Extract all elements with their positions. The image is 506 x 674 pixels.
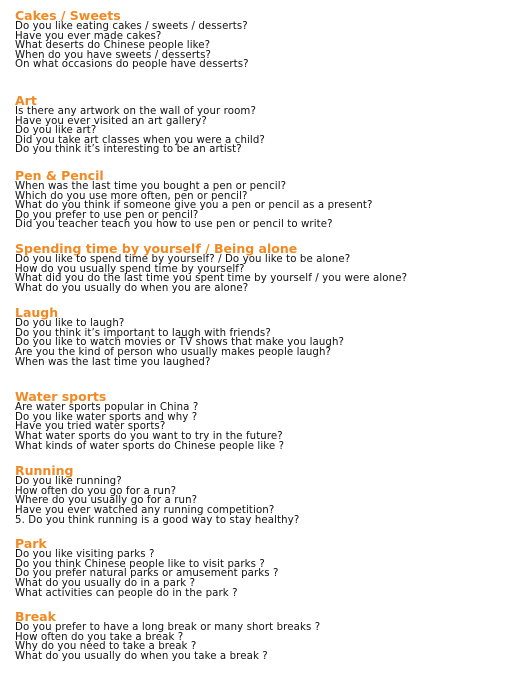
question-item: How often do you go for a run?	[15, 485, 177, 497]
question-item: What activities can people do in the park ?	[15, 587, 238, 599]
section-heading: Pen & Pencil	[15, 167, 104, 183]
question-item: When was the last time you laughed?	[15, 356, 211, 368]
section-break	[15, 610, 500, 661]
question-list	[15, 403, 500, 451]
question-item: Do you like to watch movies or TV shows that make you laugh?	[15, 337, 345, 349]
question-item: Have you ever made cakes?	[15, 30, 162, 42]
question-item: Do you like to spend time by yourself? / Do you like to be alone?	[15, 253, 351, 265]
question-item: How often do you take a break ?	[15, 631, 184, 643]
question-item: What do you usually do when you take a break ?	[15, 650, 268, 662]
question-item: How do you usually spend time by yourself?	[15, 263, 245, 275]
question-item: Do you like water sports and why ?	[15, 411, 198, 423]
question-item: Did you take art classes when you were a child?	[15, 134, 265, 146]
question-item: 5. Do you think running is a good way to stay healthy?	[15, 514, 300, 526]
section-heading: Cakes / Sweets	[15, 8, 121, 23]
question-item: Do you think it’s important to laugh with friends?	[15, 327, 271, 339]
question-item: Do you think it’s interesting to be an artist?	[15, 144, 242, 156]
question-item: Do you like visiting parks ?	[15, 549, 155, 561]
question-item: What kinds of water sports do Chinese people like ?	[15, 440, 285, 452]
question-item: Do you like eating cakes / sweets / desserts?	[15, 21, 248, 32]
question-item: Do you like to laugh?	[15, 318, 125, 330]
question-item: Do you prefer natural parks or amusement parks ?	[15, 568, 279, 580]
question-item: What do you think if someone give you a pen or pencil as a present?	[15, 200, 373, 212]
question-document	[15, 9, 500, 662]
section-heading: Spending time by yourself / Being alone	[15, 240, 298, 256]
question-list	[15, 623, 500, 661]
question-item: Have you ever watched any running competition?	[15, 505, 275, 516]
section-heading: Running	[15, 463, 74, 479]
section-park	[15, 537, 500, 598]
section-running	[15, 464, 500, 525]
section-cakes-sweets	[15, 9, 500, 70]
question-item: Why do you need to take a break ?	[15, 641, 197, 653]
question-item: Do you prefer to use pen or pencil?	[15, 209, 199, 221]
question-list	[15, 22, 500, 70]
question-item: Have you ever visited an art gallery?	[15, 115, 207, 127]
question-list	[15, 319, 500, 367]
question-item: Which do you use more often, pen or pencil?	[15, 190, 248, 202]
section-water-sports	[15, 390, 500, 451]
question-item: What do you usually do in a park ?	[15, 577, 196, 589]
section-heading: Water sports	[15, 389, 107, 405]
question-item: When was the last time you bought a pen or pencil?	[15, 180, 287, 192]
section-heading: Break	[15, 609, 56, 625]
section-laugh	[15, 306, 500, 367]
question-item: What water sports do you want to try in the future?	[15, 431, 283, 443]
question-list	[15, 182, 500, 230]
section-spending-time-alone	[15, 242, 500, 293]
question-item: Did you teacher teach you how to use pen or pencil to write?	[15, 219, 333, 231]
question-item: Do you think Chinese people like to visit parks ?	[15, 558, 265, 570]
section-pen-pencil	[15, 169, 500, 230]
question-item: Is there any artwork on the wall of your room?	[15, 105, 256, 117]
section-art	[15, 94, 500, 155]
question-list	[15, 255, 500, 293]
question-list	[15, 107, 500, 155]
section-heading: Art	[15, 92, 37, 108]
question-item: What did you do the last time you spent time by yourself / you were alone?	[15, 273, 408, 285]
question-item: Do you prefer to have a long break or many short breaks ?	[15, 622, 321, 634]
question-item: Do you like art?	[15, 125, 97, 137]
question-item: Have you tried water sports?	[15, 421, 166, 433]
question-list	[15, 477, 500, 525]
section-heading: Park	[15, 536, 47, 552]
question-list	[15, 550, 500, 598]
question-item: Do you like running?	[15, 476, 122, 488]
question-item: What deserts do Chinese people like?	[15, 40, 211, 52]
question-item: Where do you usually go for a run?	[15, 495, 198, 507]
question-item: Are water sports popular in China ?	[15, 402, 199, 414]
section-heading: Laugh	[15, 305, 59, 321]
question-item: When do you have sweets / desserts?	[15, 49, 212, 61]
question-item: What do you usually do when you are alone?	[15, 282, 249, 294]
question-item: On what occasions do people have desserts?	[15, 59, 249, 71]
question-item: Are you the kind of person who usually makes people laugh?	[15, 347, 332, 359]
